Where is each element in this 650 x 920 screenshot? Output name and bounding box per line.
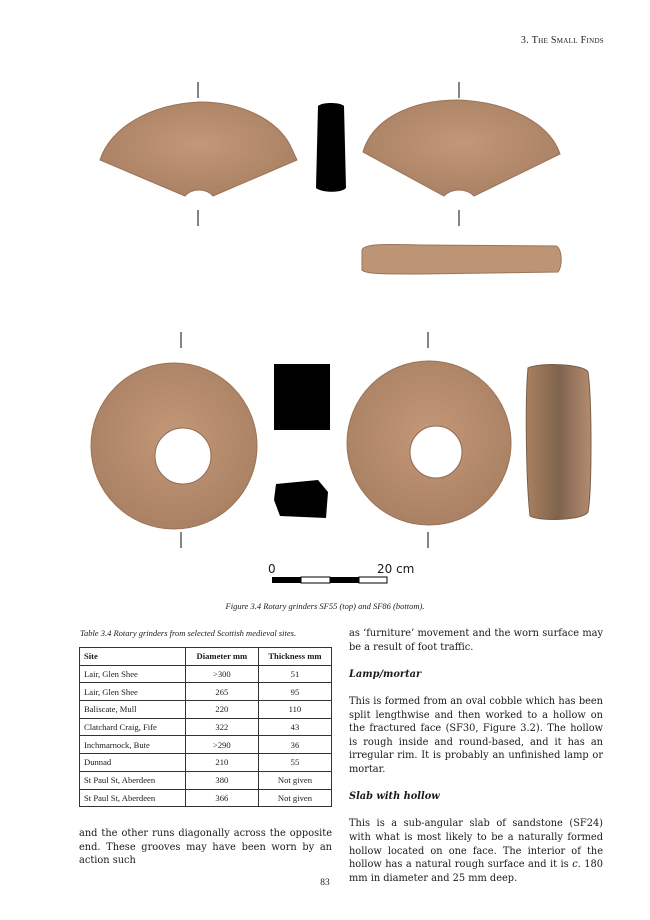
circa-abbrev: c. — [572, 859, 581, 871]
table-row — [80, 665, 332, 683]
grinder-sf55-face-right — [363, 100, 560, 196]
cell-site: St Paul St, Aberdeen — [80, 789, 186, 807]
slab-hollow-paragraph — [349, 817, 603, 885]
grinder-sf86-hole-right — [410, 426, 462, 478]
cell-diameter: 366 — [185, 789, 258, 807]
cell-site: St Paul St, Aberdeen — [80, 771, 186, 789]
table-row — [80, 701, 332, 719]
cell-diameter: >300 — [185, 665, 258, 683]
lamp-mortar-paragraph: This is formed from an oval cobble which has been split lengthwise and then worked to a hollow on the fractured face (SF30, Figure 3.2). The hollow is rough inside and round-based, and it has an irregular rim. It is probably an unfinished lamp or mortar. — [349, 695, 603, 775]
cell-site: Lair, Glen Shee — [80, 683, 186, 701]
cell-diameter: 380 — [185, 771, 258, 789]
header-diameter: Diameter mm — [185, 648, 258, 666]
cell-diameter: >290 — [185, 736, 258, 754]
subheading-lamp-mortar: Lamp/mortar — [349, 668, 422, 680]
grinder-sf86-side — [526, 365, 591, 520]
slab-text-a: This is a sub-angular slab of sandstone (SF24) with what is most likely to be a naturally formed hollow located on one face. The interior of the hollow has a natural rough surface and it is — [349, 818, 603, 871]
grinder-sf86-hole-left — [155, 428, 211, 484]
cell-diameter: 322 — [185, 718, 258, 736]
table-header-row — [80, 648, 332, 666]
figure-caption: Figure 3.4 Rotary grinders SF55 (top) and SF86 (bottom). — [225, 601, 425, 611]
grinder-sf86-section-lower — [274, 480, 328, 518]
table-caption: Table 3.4 Rotary grinders from selected Scottish medieval sites. — [80, 628, 297, 638]
table-row — [80, 736, 332, 754]
grinder-sf86-section-upper — [274, 364, 330, 430]
cell-thickness: 51 — [258, 665, 331, 683]
table-row — [80, 718, 332, 736]
header-thickness: Thickness mm — [258, 648, 331, 666]
cell-thickness: 95 — [258, 683, 331, 701]
cell-site: Baliscate, Mull — [80, 701, 186, 719]
cell-site: Inchmarnock, Bute — [80, 736, 186, 754]
chapter-number: 3. — [520, 35, 529, 46]
cell-thickness: 43 — [258, 718, 331, 736]
cell-diameter: 265 — [185, 683, 258, 701]
cell-site: Lair, Glen Shee — [80, 665, 186, 683]
rotary-grinders-table — [79, 647, 332, 807]
grinder-sf55-section — [316, 103, 346, 192]
table-row — [80, 771, 332, 789]
body-paragraph: and the other runs diagonally across the opposite end. These grooves may have been worn by an action such — [79, 828, 332, 867]
table-row — [80, 683, 332, 701]
grinder-sf55-side — [362, 245, 561, 274]
header-site: Site — [80, 648, 186, 666]
cell-thickness: 55 — [258, 754, 331, 772]
cell-thickness: 36 — [258, 736, 331, 754]
grinder-sf55-face-left — [100, 102, 297, 196]
right-column-text — [349, 627, 603, 885]
cell-thickness: Not given — [258, 771, 331, 789]
left-column-text — [79, 827, 332, 868]
scale-label-end: 20 cm — [377, 562, 415, 576]
slab-text-b: 180 mm in diameter and 25 mm deep. — [349, 859, 603, 884]
cell-diameter: 220 — [185, 701, 258, 719]
cell-thickness: 110 — [258, 701, 331, 719]
scale-label-start: 0 — [268, 562, 276, 576]
scale-bar — [272, 577, 387, 583]
subheading-slab-hollow: Slab with hollow — [349, 791, 440, 803]
chapter-title: The Small Finds — [531, 35, 604, 46]
cell-site: Clatchard Craig, Fife — [80, 718, 186, 736]
body-paragraph-continued: as ‘furniture’ movement and the worn surface may be a result of foot traffic. — [349, 628, 603, 653]
table-row — [80, 754, 332, 772]
page-number: 83 — [320, 878, 330, 888]
table-row — [80, 789, 332, 807]
cell-diameter: 210 — [185, 754, 258, 772]
cell-site: Dunnad — [80, 754, 186, 772]
cell-thickness: Not given — [258, 789, 331, 807]
